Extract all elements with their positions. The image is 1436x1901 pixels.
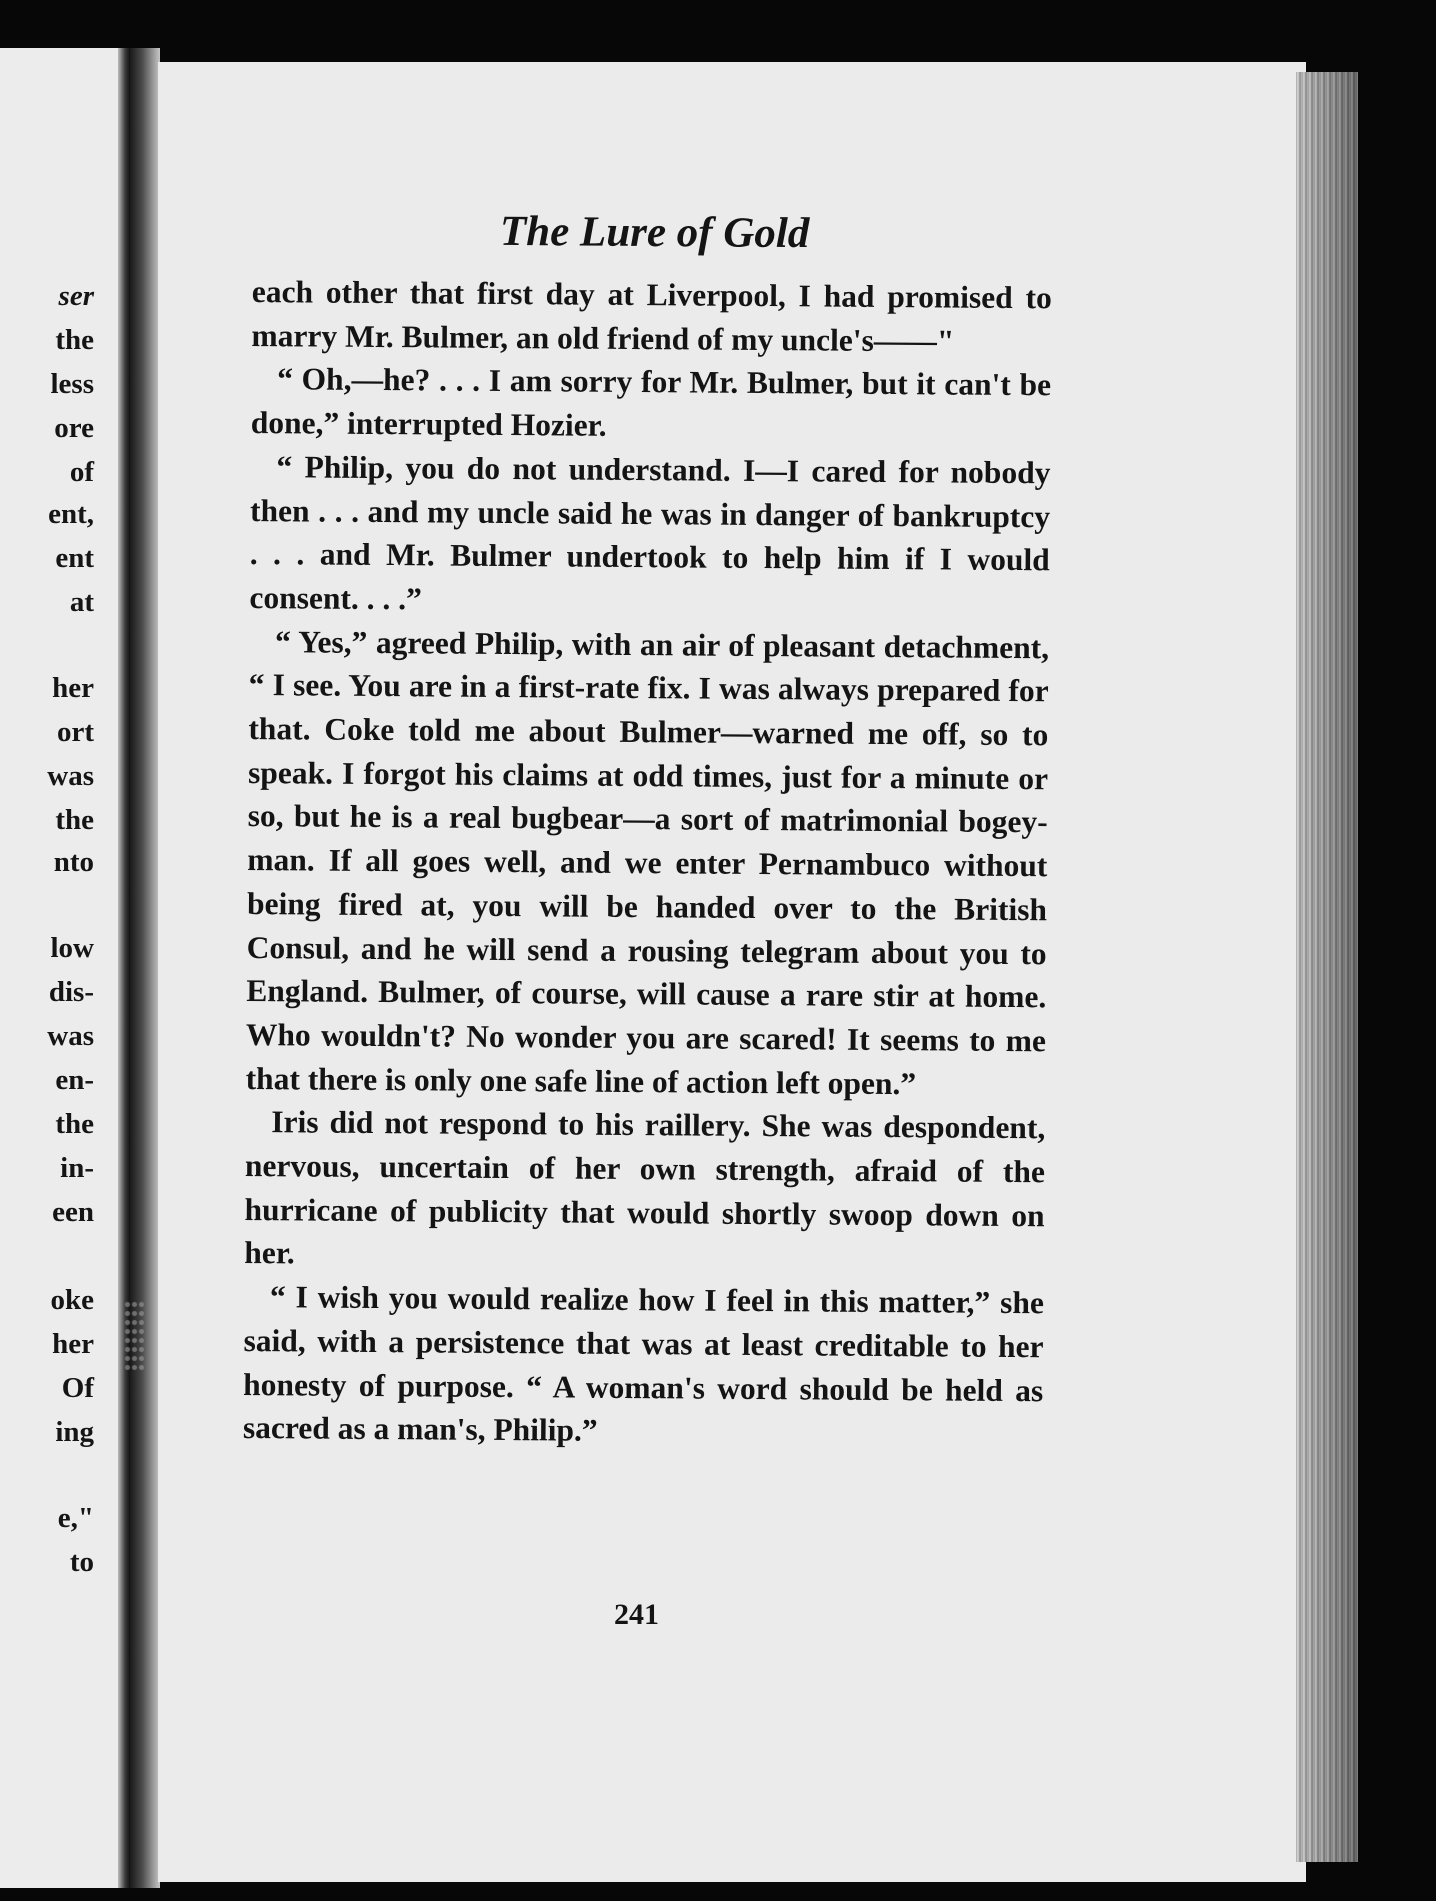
left-page-fragment: en-	[55, 1064, 94, 1096]
paragraph: “ I wish you would realize how I feel in this matter,” she said, with a persistence that was at least creditable to her honesty of purpose. “ A woman's word should be held as sacred as a man's, Philip.”	[242, 1279, 1045, 1449]
left-page-fragment: her	[52, 672, 94, 704]
left-page-fragment: Of	[61, 1372, 94, 1404]
facing-page-left	[0, 48, 130, 1888]
left-page-fragment: dis-	[48, 976, 94, 1008]
page-stack-shading	[1296, 72, 1358, 1862]
left-page-fragment: to	[69, 1546, 94, 1578]
left-page-fragment: the	[55, 804, 94, 836]
running-head: The Lure of Gold	[499, 207, 810, 258]
left-page-fragment: in-	[60, 1152, 94, 1184]
left-page-fragment: of	[69, 456, 94, 488]
left-page-fragment: ore	[54, 412, 94, 444]
paragraph: Iris did not respond to his raillery. She was despondent, nervous, uncertain of her own strength, afraid of the hurricane of publicity that would shortly swoop down on her.	[244, 1104, 1046, 1271]
left-page-fragment: low	[50, 932, 94, 964]
left-page-fragment: was	[47, 1020, 94, 1052]
left-page-fragment: the	[55, 1108, 94, 1140]
paragraph: “ Philip, you do not understand. I—I cared for nobody then . . . and my uncle said he was in danger of bankruptcy . . . and Mr. Bulmer undertook to help him if I would consent. . . .”	[249, 449, 1051, 617]
paragraph: each other that first day at Liverpool, I had promised to marry Mr. Bulmer, an old friend of my uncle's——"	[251, 273, 1052, 359]
page-number: 241	[614, 1598, 659, 1631]
left-page-fragment: was	[47, 760, 94, 792]
left-page-binding-edge	[118, 48, 130, 1888]
book-gutter	[130, 48, 160, 1888]
paper-blemish	[124, 1300, 144, 1370]
left-page-fragment: e,"	[57, 1502, 94, 1534]
left-page-fragment: ent	[55, 542, 94, 574]
left-page-fragment: at	[69, 586, 94, 618]
left-page-fragment: ser	[58, 280, 94, 312]
left-page-fragment: ent,	[48, 498, 94, 530]
left-page-fragment: een	[52, 1196, 94, 1228]
page-body-text	[243, 270, 1052, 1456]
left-page-fragment: her	[52, 1328, 94, 1360]
left-page-fragment: ing	[55, 1416, 94, 1448]
left-page-fragment: oke	[50, 1284, 94, 1316]
paragraph: “ Oh,—he? . . . I am sorry for Mr. Bulmer, but it can't be done,” interrupted Hozier.	[250, 361, 1052, 443]
left-page-fragment: the	[55, 324, 94, 356]
paragraph: “ Yes,” agreed Philip, with an air of pleasant detachment, “ I see. You are in a first-rate fix. I was always prepared for that. Coke told me about Bulmer—warned me off, so to speak. I forgot his claims at odd times, just for a minute or so, but he is a real bugbear—a sort of matrimonial bogey-man. If all goes well, and we enter Pernambuco without being fired at, you will be handed over to the British Consul, and he will send a rousing telegram about you to England. Bulmer, of course, will cause a rare stir at home. Who wouldn't? No wonder you are scared! It seems to me that there is only one safe line of action left open.”	[245, 623, 1050, 1101]
left-page-fragment: ort	[56, 716, 94, 748]
left-page-fragment: nto	[53, 846, 94, 878]
left-page-fragment: less	[50, 368, 94, 400]
